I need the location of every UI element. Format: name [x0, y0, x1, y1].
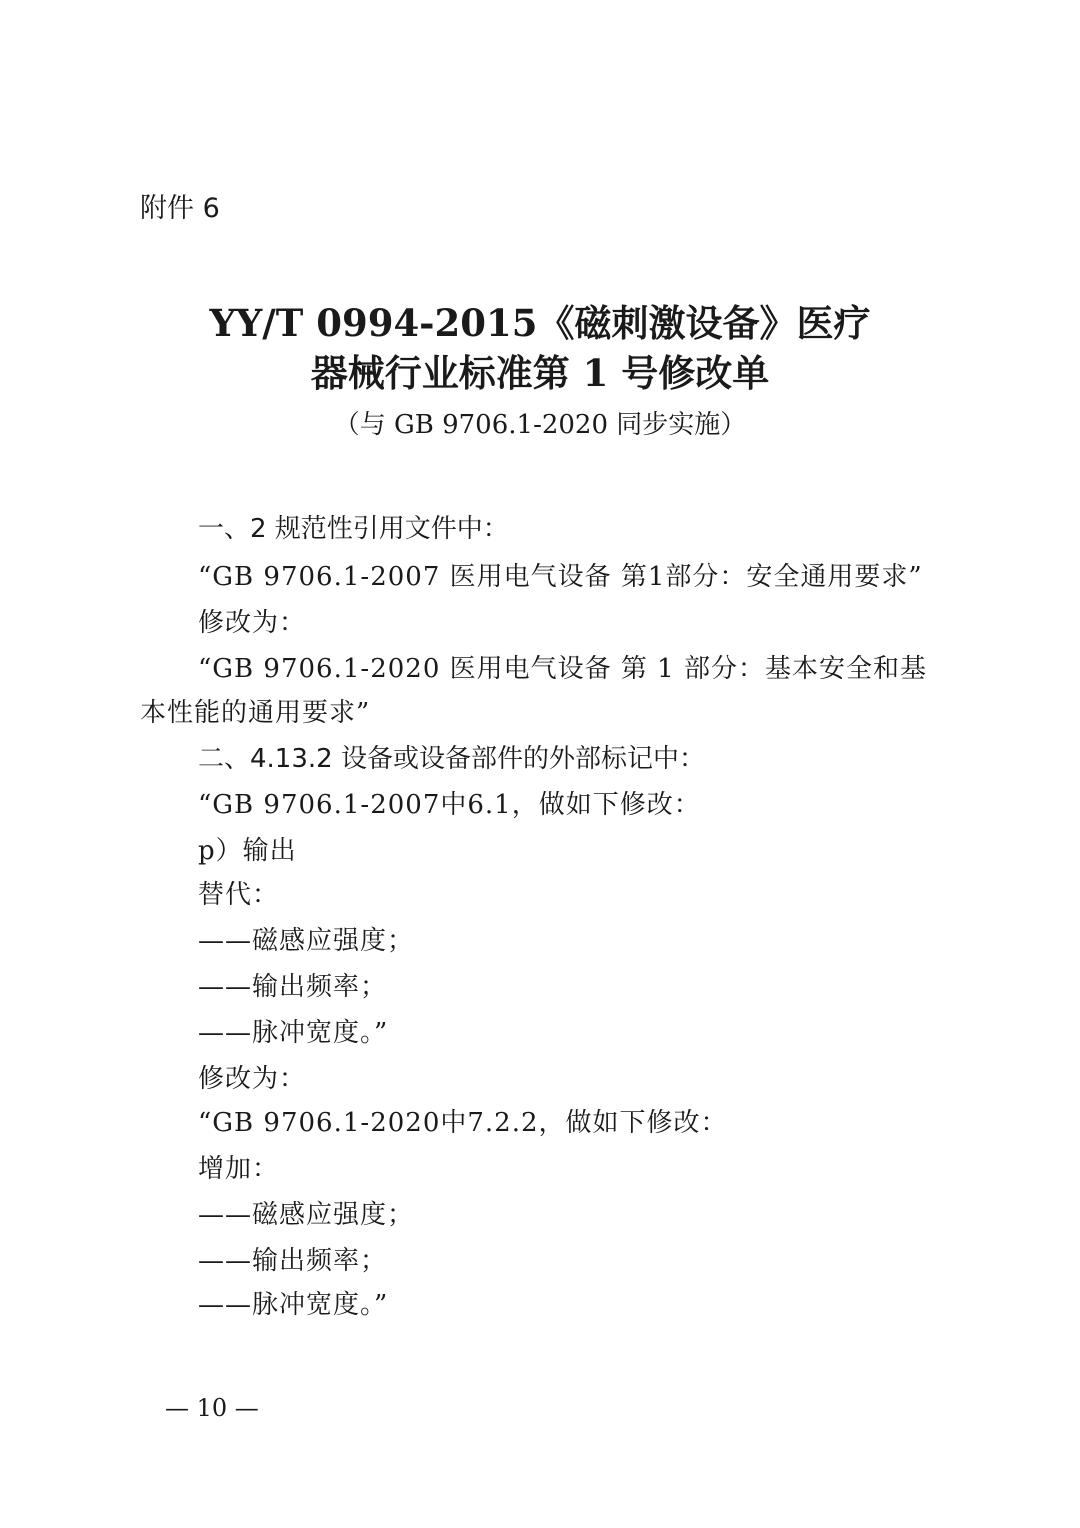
section-2-change-label: 修改为： — [198, 1064, 307, 1094]
document-subtitle: （与 GB 9706.1-2020 同步实施） — [333, 410, 747, 440]
section-2-add-item: ——脉冲宽度。” — [198, 1290, 389, 1320]
section-1-revised-text-line-1: “GB 9706.1-2020 医用电气设备 第 1 部分：基本安全和基 — [198, 654, 927, 684]
section-1-revised-text-line-2: 本性能的通用要求” — [140, 698, 371, 728]
section-2-item-p: p）输出 — [198, 836, 297, 866]
section-2-original-reference: “GB 9706.1-2007中6.1，做如下修改： — [198, 790, 701, 820]
section-2-heading: 二、4.13.2 设备或设备部件的外部标记中： — [198, 744, 705, 774]
section-2-replace-item: ——脉冲宽度。” — [198, 1018, 389, 1048]
section-2-replace-item: ——输出频率； — [198, 972, 388, 1002]
section-2-replace-label: 替代： — [198, 880, 280, 910]
section-1-original-text: “GB 9706.1-2007 医用电气设备 第1部分：安全通用要求” — [198, 562, 923, 592]
section-1-change-label: 修改为： — [198, 608, 307, 638]
document-title-line-2: 器械行业标准第 1 号修改单 — [310, 351, 770, 395]
document-title-line-1: YY/T 0994-2015《磁刺激设备》医疗 — [209, 301, 871, 345]
section-2-add-item: ——输出频率； — [198, 1246, 388, 1276]
page-number: — 10 — — [165, 1394, 259, 1422]
section-2-add-item: ——磁感应强度； — [198, 1200, 415, 1230]
section-1-heading: 一、2 规范性引用文件中： — [198, 514, 509, 544]
section-2-add-label: 增加： — [198, 1154, 280, 1184]
section-2-replace-item: ——磁感应强度； — [198, 926, 415, 956]
section-2-revised-reference: “GB 9706.1-2020中7.2.2，做如下修改： — [198, 1108, 728, 1138]
attachment-label: 附件 6 — [140, 193, 220, 224]
